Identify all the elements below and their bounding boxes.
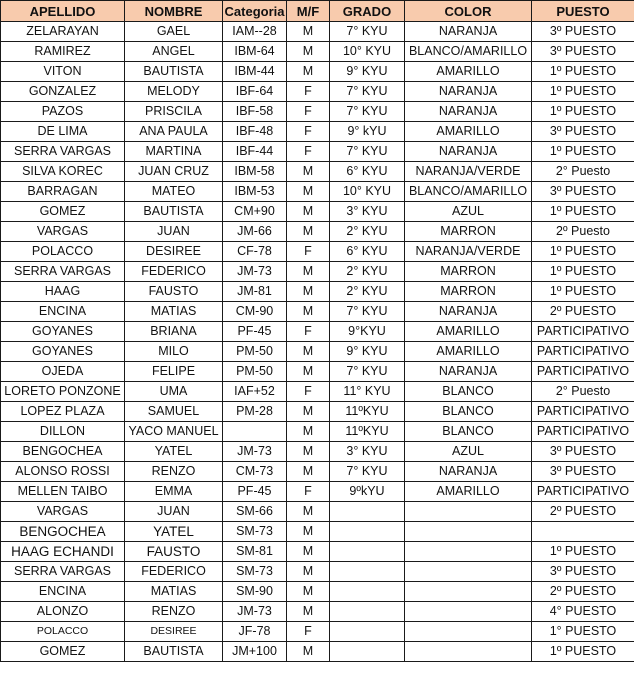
table-row <box>1 162 634 182</box>
cell-color <box>405 562 532 582</box>
cell-grado <box>330 502 405 522</box>
cell-grado <box>330 622 405 642</box>
cell-grado: 7° KYU <box>330 462 405 482</box>
cell-nombre: GAEL <box>125 22 223 42</box>
table-row <box>1 262 634 282</box>
cell-nombre: FAUSTO <box>125 542 223 562</box>
cell-nombre: ANA PAULA <box>125 122 223 142</box>
cell-color: AMARILLO <box>405 62 532 82</box>
cell-apellido: BENGOCHEA <box>1 522 125 542</box>
cell-color: NARANJA <box>405 362 532 382</box>
cell-apellido: HAAG <box>1 282 125 302</box>
cell-mf: M <box>287 342 330 362</box>
cell-nombre: MATEO <box>125 182 223 202</box>
cell-categoria: IBM-53 <box>223 182 287 202</box>
cell-apellido: ENCINA <box>1 302 125 322</box>
cell-color: NARANJA <box>405 302 532 322</box>
table-row <box>1 582 634 602</box>
header-mf: M/F <box>287 1 330 22</box>
cell-mf: M <box>287 262 330 282</box>
cell-nombre: EMMA <box>125 482 223 502</box>
cell-grado: 7° KYU <box>330 102 405 122</box>
cell-puesto: 3º PUESTO <box>532 462 634 482</box>
cell-puesto: 1º PUESTO <box>532 282 634 302</box>
cell-categoria: JM-73 <box>223 602 287 622</box>
cell-mf: M <box>287 362 330 382</box>
cell-categoria: SM-66 <box>223 502 287 522</box>
table-row <box>1 202 634 222</box>
cell-apellido: ALONSO ROSSI <box>1 462 125 482</box>
cell-mf: M <box>287 442 330 462</box>
cell-apellido: DE LIMA <box>1 122 125 142</box>
table-row <box>1 442 634 462</box>
cell-apellido: SERRA VARGAS <box>1 262 125 282</box>
cell-puesto: 3º PUESTO <box>532 182 634 202</box>
cell-categoria: IAM--28 <box>223 22 287 42</box>
cell-nombre: PRISCILA <box>125 102 223 122</box>
cell-nombre: SAMUEL <box>125 402 223 422</box>
cell-grado: 9° KYU <box>330 62 405 82</box>
cell-puesto: 2° Puesto <box>532 162 634 182</box>
cell-grado: 7° KYU <box>330 82 405 102</box>
cell-apellido: ALONZO <box>1 602 125 622</box>
table-row <box>1 62 634 82</box>
cell-mf: M <box>287 462 330 482</box>
table-row <box>1 602 634 622</box>
cell-nombre: FAUSTO <box>125 282 223 302</box>
cell-puesto: 1º PUESTO <box>532 542 634 562</box>
cell-mf: M <box>287 602 330 622</box>
cell-nombre: RENZO <box>125 462 223 482</box>
cell-grado: 10° KYU <box>330 42 405 62</box>
cell-color: NARANJA <box>405 462 532 482</box>
cell-mf: M <box>287 202 330 222</box>
cell-nombre: YATEL <box>125 442 223 462</box>
cell-nombre: UMA <box>125 382 223 402</box>
cell-categoria: IBF-48 <box>223 122 287 142</box>
cell-mf: M <box>287 422 330 442</box>
cell-color <box>405 542 532 562</box>
cell-mf: M <box>287 22 330 42</box>
cell-puesto: 1º PUESTO <box>532 642 634 662</box>
cell-nombre: BAUTISTA <box>125 202 223 222</box>
table-row <box>1 82 634 102</box>
cell-puesto: 1º PUESTO <box>532 82 634 102</box>
cell-grado: 10° KYU <box>330 182 405 202</box>
cell-categoria: IBF-64 <box>223 82 287 102</box>
cell-apellido: POLACCO <box>1 242 125 262</box>
cell-mf: M <box>287 162 330 182</box>
table-body <box>1 22 634 662</box>
cell-puesto: 3º PUESTO <box>532 42 634 62</box>
cell-puesto <box>532 522 634 542</box>
cell-color: AMARILLO <box>405 342 532 362</box>
cell-puesto: 2º PUESTO <box>532 302 634 322</box>
cell-nombre: RENZO <box>125 602 223 622</box>
cell-grado: 7° KYU <box>330 302 405 322</box>
cell-grado: 11ºKYU <box>330 402 405 422</box>
cell-grado: 11ºKYU <box>330 422 405 442</box>
cell-puesto: 1º PUESTO <box>532 62 634 82</box>
cell-apellido: OJEDA <box>1 362 125 382</box>
cell-color: MARRON <box>405 262 532 282</box>
cell-puesto: 2º PUESTO <box>532 582 634 602</box>
cell-grado: 7° KYU <box>330 362 405 382</box>
table-row <box>1 522 634 542</box>
cell-grado: 6° KYU <box>330 242 405 262</box>
header-apellido: APELLIDO <box>1 1 125 22</box>
cell-color: AMARILLO <box>405 482 532 502</box>
cell-apellido: POLACCO <box>1 622 125 642</box>
cell-apellido: VITON <box>1 62 125 82</box>
cell-categoria: IBF-58 <box>223 102 287 122</box>
cell-categoria: CF-78 <box>223 242 287 262</box>
header-row <box>1 1 634 22</box>
header-puesto: PUESTO <box>532 1 634 22</box>
cell-grado: 2° KYU <box>330 222 405 242</box>
cell-apellido: LORETO PONZONE <box>1 382 125 402</box>
cell-apellido: GOYANES <box>1 342 125 362</box>
table-row <box>1 642 634 662</box>
cell-puesto: 2° Puesto <box>532 382 634 402</box>
cell-grado: 3° KYU <box>330 442 405 462</box>
cell-puesto: 3º PUESTO <box>532 442 634 462</box>
table-row <box>1 222 634 242</box>
cell-grado: 9°KYU <box>330 322 405 342</box>
table-row <box>1 142 634 162</box>
cell-nombre: FEDERICO <box>125 262 223 282</box>
cell-mf: F <box>287 122 330 142</box>
cell-categoria: SM-90 <box>223 582 287 602</box>
table-row <box>1 482 634 502</box>
table-row <box>1 102 634 122</box>
cell-grado: 2° KYU <box>330 282 405 302</box>
cell-categoria: IAF+52 <box>223 382 287 402</box>
cell-categoria: IBF-44 <box>223 142 287 162</box>
cell-puesto: 1º PUESTO <box>532 102 634 122</box>
cell-categoria: JF-78 <box>223 622 287 642</box>
cell-color: BLANCO/AMARILLO <box>405 42 532 62</box>
cell-mf: M <box>287 62 330 82</box>
cell-nombre: JUAN <box>125 502 223 522</box>
table-row <box>1 242 634 262</box>
cell-categoria: CM-90 <box>223 302 287 322</box>
cell-mf: F <box>287 102 330 122</box>
cell-categoria <box>223 422 287 442</box>
cell-categoria: CM-73 <box>223 462 287 482</box>
cell-puesto: 3º PUESTO <box>532 122 634 142</box>
cell-categoria: IBM-44 <box>223 62 287 82</box>
cell-apellido: PAZOS <box>1 102 125 122</box>
cell-grado: 9ºkYU <box>330 482 405 502</box>
cell-apellido: ZELARAYAN <box>1 22 125 42</box>
cell-mf: F <box>287 142 330 162</box>
cell-mf: M <box>287 642 330 662</box>
cell-mf: F <box>287 242 330 262</box>
cell-categoria: IBM-64 <box>223 42 287 62</box>
cell-puesto: 3º PUESTO <box>532 22 634 42</box>
cell-grado: 11° KYU <box>330 382 405 402</box>
cell-color: AMARILLO <box>405 322 532 342</box>
cell-grado <box>330 642 405 662</box>
cell-puesto: 1º PUESTO <box>532 142 634 162</box>
cell-puesto: 4° PUESTO <box>532 602 634 622</box>
cell-grado: 7° KYU <box>330 142 405 162</box>
cell-apellido: SILVA KOREC <box>1 162 125 182</box>
cell-color: MARRON <box>405 222 532 242</box>
cell-color: BLANCO <box>405 382 532 402</box>
cell-mf: M <box>287 562 330 582</box>
cell-mf: M <box>287 522 330 542</box>
cell-nombre: JUAN CRUZ <box>125 162 223 182</box>
cell-nombre: YATEL <box>125 522 223 542</box>
cell-puesto: PARTICIPATIVO <box>532 342 634 362</box>
cell-apellido: MELLEN TAIBO <box>1 482 125 502</box>
table-row <box>1 42 634 62</box>
cell-mf: M <box>287 42 330 62</box>
cell-mf: M <box>287 542 330 562</box>
cell-mf: M <box>287 222 330 242</box>
cell-apellido: GOMEZ <box>1 202 125 222</box>
cell-mf: F <box>287 382 330 402</box>
cell-mf: M <box>287 502 330 522</box>
cell-nombre: MATIAS <box>125 302 223 322</box>
cell-categoria: JM-73 <box>223 442 287 462</box>
cell-mf: M <box>287 282 330 302</box>
cell-categoria: PM-28 <box>223 402 287 422</box>
cell-nombre: MELODY <box>125 82 223 102</box>
cell-grado <box>330 602 405 622</box>
cell-mf: F <box>287 622 330 642</box>
cell-mf: M <box>287 302 330 322</box>
cell-color: AZUL <box>405 442 532 462</box>
cell-apellido: DILLON <box>1 422 125 442</box>
cell-nombre: FEDERICO <box>125 562 223 582</box>
table-row <box>1 622 634 642</box>
cell-puesto: PARTICIPATIVO <box>532 482 634 502</box>
cell-categoria: SM-73 <box>223 562 287 582</box>
cell-puesto: 2º PUESTO <box>532 502 634 522</box>
cell-color: AZUL <box>405 202 532 222</box>
header-color: COLOR <box>405 1 532 22</box>
cell-mf: F <box>287 482 330 502</box>
cell-grado: 9° kYU <box>330 122 405 142</box>
cell-grado: 3° KYU <box>330 202 405 222</box>
cell-nombre: DESIREE <box>125 622 223 642</box>
cell-color <box>405 522 532 542</box>
table-row <box>1 182 634 202</box>
cell-nombre: YACO MANUEL <box>125 422 223 442</box>
cell-apellido: ENCINA <box>1 582 125 602</box>
cell-color <box>405 502 532 522</box>
cell-apellido: HAAG ECHANDI <box>1 542 125 562</box>
cell-apellido: BENGOCHEA <box>1 442 125 462</box>
cell-categoria: JM-81 <box>223 282 287 302</box>
table-row <box>1 542 634 562</box>
cell-categoria: IBM-58 <box>223 162 287 182</box>
cell-color: AMARILLO <box>405 122 532 142</box>
cell-apellido: SERRA VARGAS <box>1 142 125 162</box>
cell-puesto: 1º PUESTO <box>532 262 634 282</box>
cell-color: NARANJA <box>405 102 532 122</box>
table-row <box>1 22 634 42</box>
cell-nombre: MARTINA <box>125 142 223 162</box>
cell-color: NARANJA <box>405 22 532 42</box>
cell-puesto: 2º Puesto <box>532 222 634 242</box>
cell-grado: 7° KYU <box>330 22 405 42</box>
table-row <box>1 282 634 302</box>
cell-grado <box>330 582 405 602</box>
cell-nombre: BAUTISTA <box>125 642 223 662</box>
cell-mf: F <box>287 82 330 102</box>
table-row <box>1 302 634 322</box>
cell-categoria: PM-50 <box>223 342 287 362</box>
cell-grado: 9° KYU <box>330 342 405 362</box>
cell-nombre: FELIPE <box>125 362 223 382</box>
table-row <box>1 562 634 582</box>
table-row <box>1 402 634 422</box>
cell-grado <box>330 522 405 542</box>
cell-apellido: RAMIREZ <box>1 42 125 62</box>
cell-categoria: PF-45 <box>223 322 287 342</box>
cell-color <box>405 582 532 602</box>
cell-categoria: JM-73 <box>223 262 287 282</box>
cell-categoria: JM+100 <box>223 642 287 662</box>
table-row <box>1 422 634 442</box>
header-categoria: Categoria <box>223 1 287 22</box>
table-row <box>1 382 634 402</box>
cell-apellido: VARGAS <box>1 222 125 242</box>
cell-apellido: VARGAS <box>1 502 125 522</box>
cell-nombre: BAUTISTA <box>125 62 223 82</box>
cell-color <box>405 642 532 662</box>
cell-categoria: PF-45 <box>223 482 287 502</box>
cell-nombre: MATIAS <box>125 582 223 602</box>
cell-grado <box>330 542 405 562</box>
cell-puesto: PARTICIPATIVO <box>532 402 634 422</box>
cell-mf: M <box>287 182 330 202</box>
cell-color: BLANCO <box>405 422 532 442</box>
cell-apellido: BARRAGAN <box>1 182 125 202</box>
header-nombre: NOMBRE <box>125 1 223 22</box>
cell-color: NARANJA/VERDE <box>405 242 532 262</box>
table-row <box>1 462 634 482</box>
cell-categoria: JM-66 <box>223 222 287 242</box>
cell-apellido: GONZALEZ <box>1 82 125 102</box>
table-row <box>1 342 634 362</box>
cell-categoria: SM-73 <box>223 522 287 542</box>
cell-puesto: PARTICIPATIVO <box>532 422 634 442</box>
table-row <box>1 122 634 142</box>
cell-color: NARANJA/VERDE <box>405 162 532 182</box>
cell-grado <box>330 562 405 582</box>
cell-apellido: GOMEZ <box>1 642 125 662</box>
header-grado: GRADO <box>330 1 405 22</box>
cell-apellido: LOPEZ PLAZA <box>1 402 125 422</box>
table-row <box>1 322 634 342</box>
cell-nombre: JUAN <box>125 222 223 242</box>
cell-color: BLANCO <box>405 402 532 422</box>
cell-nombre: DESIREE <box>125 242 223 262</box>
cell-color: NARANJA <box>405 142 532 162</box>
cell-apellido: GOYANES <box>1 322 125 342</box>
cell-mf: M <box>287 402 330 422</box>
cell-nombre: ANGEL <box>125 42 223 62</box>
cell-nombre: MILO <box>125 342 223 362</box>
cell-color: BLANCO/AMARILLO <box>405 182 532 202</box>
cell-mf: M <box>287 582 330 602</box>
cell-puesto: 3º PUESTO <box>532 562 634 582</box>
cell-categoria: SM-81 <box>223 542 287 562</box>
cell-color: MARRON <box>405 282 532 302</box>
cell-puesto: 1º PUESTO <box>532 242 634 262</box>
cell-categoria: PM-50 <box>223 362 287 382</box>
cell-color <box>405 622 532 642</box>
cell-grado: 6° KYU <box>330 162 405 182</box>
table-row <box>1 362 634 382</box>
cell-puesto: PARTICIPATIVO <box>532 322 634 342</box>
cell-mf: F <box>287 322 330 342</box>
cell-puesto: 1° PUESTO <box>532 622 634 642</box>
cell-color <box>405 602 532 622</box>
cell-apellido: SERRA VARGAS <box>1 562 125 582</box>
cell-nombre: BRIANA <box>125 322 223 342</box>
cell-color: NARANJA <box>405 82 532 102</box>
cell-puesto: PARTICIPATIVO <box>532 362 634 382</box>
cell-grado: 2° KYU <box>330 262 405 282</box>
table-row <box>1 502 634 522</box>
cell-puesto: 1º PUESTO <box>532 202 634 222</box>
cell-categoria: CM+90 <box>223 202 287 222</box>
